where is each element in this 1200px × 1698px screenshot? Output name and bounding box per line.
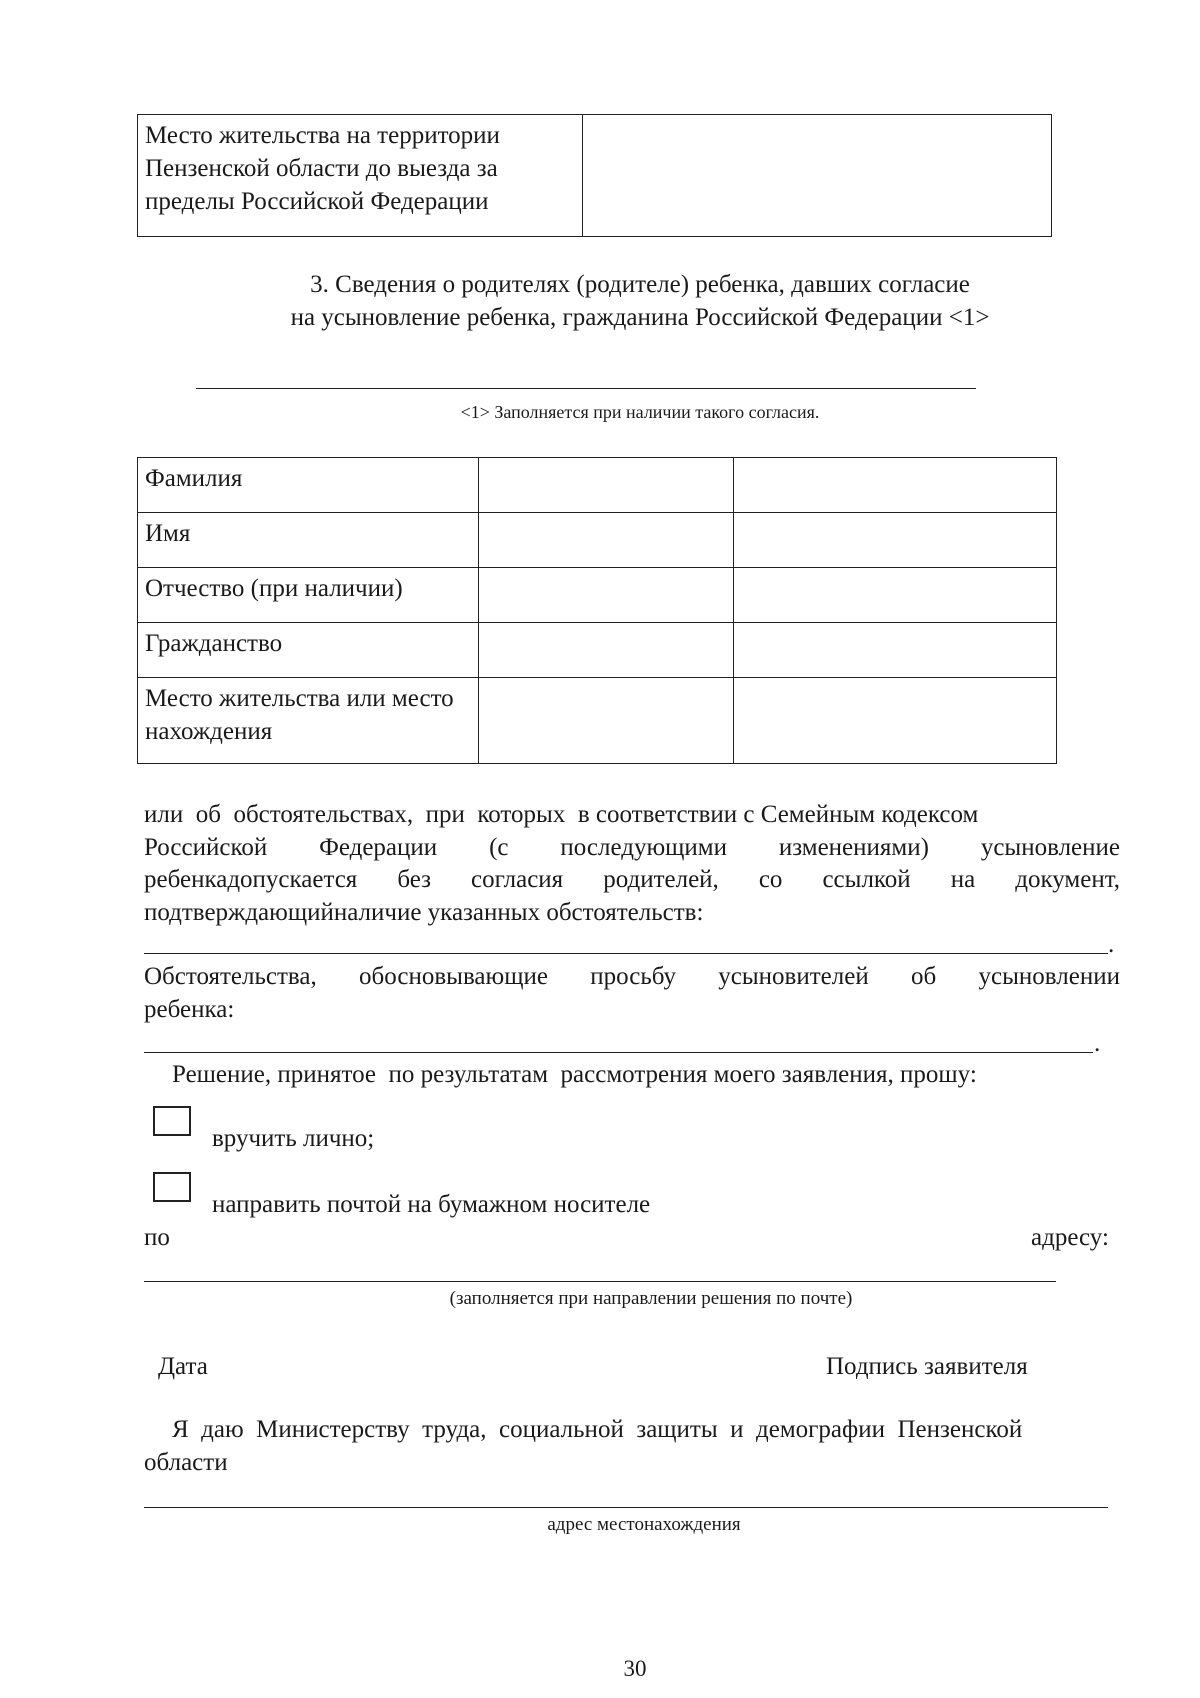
page-number: 30 <box>623 1656 647 1681</box>
by-mail-label: направить почтой на бумажном носителе <box>212 1191 651 1218</box>
address-fill-line[interactable] <box>144 1281 1056 1282</box>
in-person-checkbox[interactable] <box>153 1106 191 1136</box>
footnote-separator <box>196 388 976 389</box>
parent1-cell[interactable] <box>479 513 734 568</box>
parent1-cell[interactable] <box>479 458 734 513</box>
table-row <box>138 678 1057 764</box>
section-3-heading-line1: 3. Сведения о родителях (родителе) ребенка, давших согласие <box>310 271 970 298</box>
parent2-cell[interactable] <box>734 678 1057 764</box>
address-adresu: адресу: <box>1031 1224 1109 1251</box>
parent2-cell[interactable] <box>734 623 1057 678</box>
row-label: Место жительства или место нахождения <box>138 678 479 764</box>
parent2-cell[interactable] <box>734 568 1057 623</box>
date-label: Дата <box>158 1353 208 1380</box>
row-label: Гражданство <box>138 623 479 678</box>
parent1-cell[interactable] <box>479 568 734 623</box>
row-label: Отчество (при наличии) <box>138 568 479 623</box>
fill-line-period: . <box>1108 931 1115 958</box>
address-hint: (заполняется при направлении решения по почте) <box>449 1288 853 1309</box>
section-3-heading-line2: на усыновление ребенка, гражданина Российской Федерации <1> <box>290 304 990 331</box>
circumstances-line-4: подтверждающийналичие указанных обстоятельств: <box>144 899 704 926</box>
table-row <box>138 568 1057 623</box>
table-row <box>138 623 1057 678</box>
row-label: Имя <box>138 513 479 568</box>
consent-line-2: области <box>144 1449 228 1476</box>
circumstances-line-1: или об обстоятельствах, при которых в соответствии с Семейным кодексом <box>144 801 979 828</box>
parent2-cell[interactable] <box>734 513 1057 568</box>
footnote-text: <1> Заполняется при наличии такого согласия. <box>460 402 820 422</box>
residence-label: Место жительства на территории Пензенской области до выезда за пределы Российской Федерации <box>138 115 583 237</box>
circumstances-line-2: Российской Федерации (с последующими изменениями) усыновление <box>144 834 1120 861</box>
consent-line-1: Я даю Министерству труда, социальной защиты и демографии Пензенской <box>172 1416 1023 1443</box>
signature-label: Подпись заявителя <box>826 1353 1028 1380</box>
fill-line-period: . <box>1094 1030 1101 1057</box>
consent-fill-line[interactable] <box>144 1507 1108 1508</box>
parent1-cell[interactable] <box>479 678 734 764</box>
by-mail-checkbox[interactable] <box>153 1172 191 1202</box>
residence-table <box>137 114 1052 237</box>
residence-value[interactable] <box>583 115 1052 237</box>
parent1-cell[interactable] <box>479 623 734 678</box>
reasons-line-2: ребенка: <box>144 996 235 1023</box>
parents-table <box>137 457 1057 764</box>
row-label: Фамилия <box>138 458 479 513</box>
table-row <box>138 458 1057 513</box>
circumstances-fill-line[interactable] <box>144 953 1108 954</box>
table-row <box>138 115 1052 237</box>
decision-text: Решение, принятое по результатам рассмотрения моего заявления, прошу: <box>172 1061 977 1088</box>
circumstances-line-3: ребенкадопускается без согласия родителей, со ссылкой на документ, <box>144 866 1120 893</box>
address-po: по <box>144 1224 170 1251</box>
in-person-label: вручить лично; <box>212 1125 375 1152</box>
parent2-cell[interactable] <box>734 458 1057 513</box>
reasons-line-1: Обстоятельства, обосновывающие просьбу усыновителей об усыновлении <box>144 963 1120 990</box>
reasons-fill-line[interactable] <box>144 1052 1093 1053</box>
consent-hint: адрес местонахождения <box>547 1514 741 1535</box>
table-row <box>138 513 1057 568</box>
